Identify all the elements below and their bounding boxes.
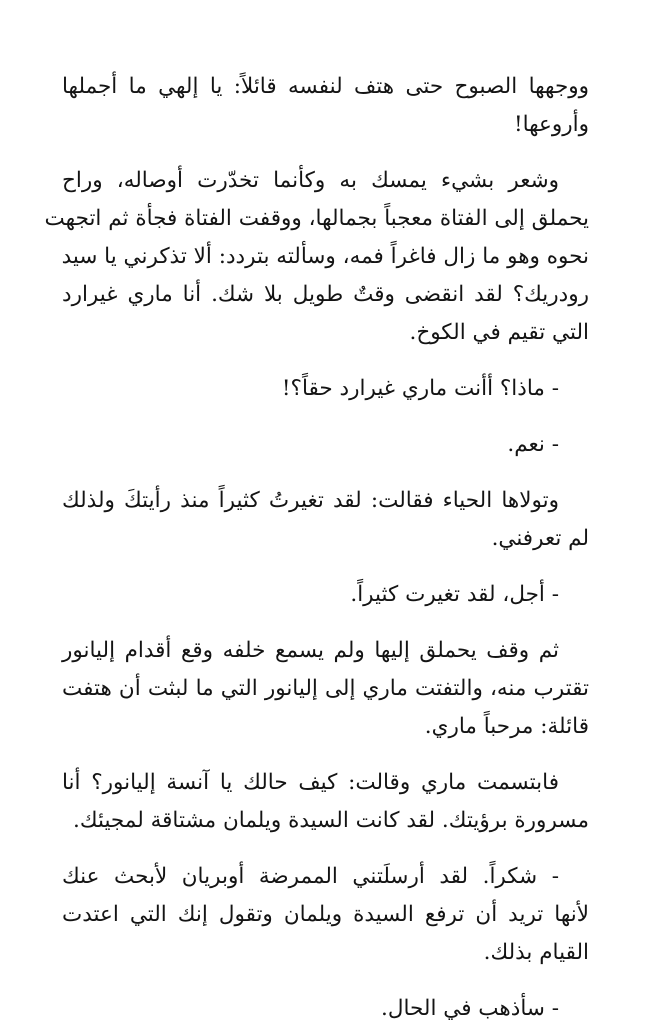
text-line: لم تعرفني. <box>491 526 589 551</box>
text-line: ووجهها الصبوح حتى هتف لنفسه قائلاً: يا إلهي ما أجملها <box>62 74 589 99</box>
paragraph <box>62 68 589 144</box>
text-line: - نعم. <box>507 432 559 457</box>
text-line: يحملق إلى الفتاة معجباً بجمالها، ووقفت الفتاة فجأة ثم اتجهت <box>44 206 589 231</box>
text-line: تقترب منه، والتفتت ماري إلى إليانور التي ما لبثت أن هتفت <box>62 676 589 701</box>
text-line: - ماذا؟ أأنت ماري غيرارد حقاً؟! <box>281 376 559 401</box>
text-line: مسرورة برؤيتك. لقد كانت السيدة ويلمان مشتاقة لمجيئك. <box>73 808 589 833</box>
text-line: نحوه وهو ما زال فاغراً فمه، وسألته بتردد: ألا تذكرني يا سيد <box>61 244 589 269</box>
dialogue-line <box>62 990 589 1028</box>
text-line: وشعر بشيء يمسك به وكأنما تخدّرت أوصاله، وراح <box>62 168 559 193</box>
paragraph <box>62 482 589 558</box>
dialogue-line <box>62 576 589 614</box>
dialogue-line <box>62 426 589 464</box>
text-line: - أجل، لقد تغيرت كثيراً. <box>350 582 559 607</box>
text-line: - شكراً. لقد أرسلَتني الممرضة أوبريان لأبحث عنك <box>62 864 559 889</box>
dialogue-line <box>62 370 589 408</box>
text-line: رودريك؟ لقد انقضى وقتٌ طويل بلا شك. أنا ماري غيرارد <box>62 282 589 307</box>
text-line: التي تقيم في الكوخ. <box>409 320 589 345</box>
text-line: القيام بذلك. <box>483 940 589 965</box>
text-line: وأروعها! <box>513 112 589 137</box>
text-line: ثم وقف يحملق إليها ولم يسمع خلفه وقع أقدام إليانور <box>62 638 559 663</box>
text-line: - سأذهب في الحال. <box>381 996 559 1021</box>
paragraph <box>62 632 589 746</box>
paragraph <box>62 764 589 840</box>
text-line: لأنها تريد أن ترفع السيدة ويلمان وتقول إنك التي اعتدت <box>62 902 589 927</box>
text-line: وتولاها الحياء فقالت: لقد تغيرتُ كثيراً منذ رأيتكَ ولذلك <box>62 488 559 513</box>
text-line: قائلة: مرحباً ماري. <box>424 714 589 739</box>
paragraph <box>62 858 589 972</box>
text-line: فابتسمت ماري وقالت: كيف حالك يا آنسة إليانور؟ أنا <box>62 770 559 795</box>
paragraph <box>44 162 589 352</box>
